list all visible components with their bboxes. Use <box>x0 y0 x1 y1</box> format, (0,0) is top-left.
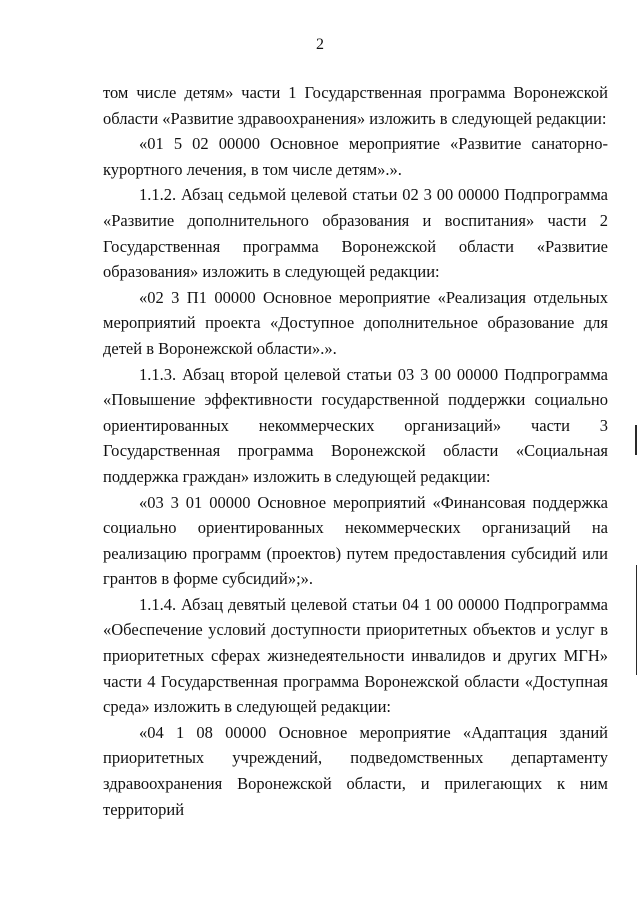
paragraph-3: 1.1.2. Абзац седьмой целевой статьи 02 3 00 00000 Подпрограмма «Развитие дополнительного образования и воспитания» части 2 Государственная программа Воронежской области «Развитие образования» изложить в следующей редакции: <box>103 185 608 282</box>
paragraph-8: «04 1 08 00000 Основное мероприятие «Адаптация зданий приоритетных учреждений, подведомственных департаменту здравоохранения Воронежской области, и прилегающих к ним территорий <box>103 722 608 819</box>
paragraph-5: 1.1.3. Абзац второй целевой статьи 03 3 00 00000 Подпрограмма «Повышение эффективности государственной поддержки социально ориентированных некоммерческих организаций» части 3 Государственная программа Воронежской области «Социальная поддержка граждан» изложить в следующей редакции: <box>103 364 608 486</box>
paragraph-7: 1.1.4. Абзац девятый целевой статьи 04 1 00 00000 Подпрограмма «Обеспечение условий доступности приоритетных объектов и услуг в приоритетных сферах жизнедеятельности инвалидов и других МГН» части 4 Государственная программа Воронежской области «Доступная среда» изложить в следующей редакции: <box>103 594 608 717</box>
document-body <box>103 80 608 822</box>
scan-edge-mark <box>636 565 637 675</box>
scan-edge-mark <box>635 425 637 455</box>
page-number: 2 <box>316 36 324 53</box>
paragraph-1: том числе детям» части 1 Государственная программа Воронежской области «Развитие здравоохранения» изложить в следующей редакции: <box>103 83 608 128</box>
paragraph-6: «03 3 01 00000 Основное мероприятий «Финансовая поддержка социально ориентированных некоммерческих организаций на реализацию программ (проектов) путем предоставления субсидий или грантов в форме субсидий»;». <box>103 492 608 589</box>
paragraph-4: «02 3 П1 00000 Основное мероприятие «Реализация отдельных мероприятий проекта «Доступное дополнительное образование для детей в Воронежской области».». <box>103 287 608 358</box>
paragraph-2: «01 5 02 00000 Основное мероприятие «Развитие санаторно-курортного лечения, в том числе детям».». <box>103 134 608 179</box>
